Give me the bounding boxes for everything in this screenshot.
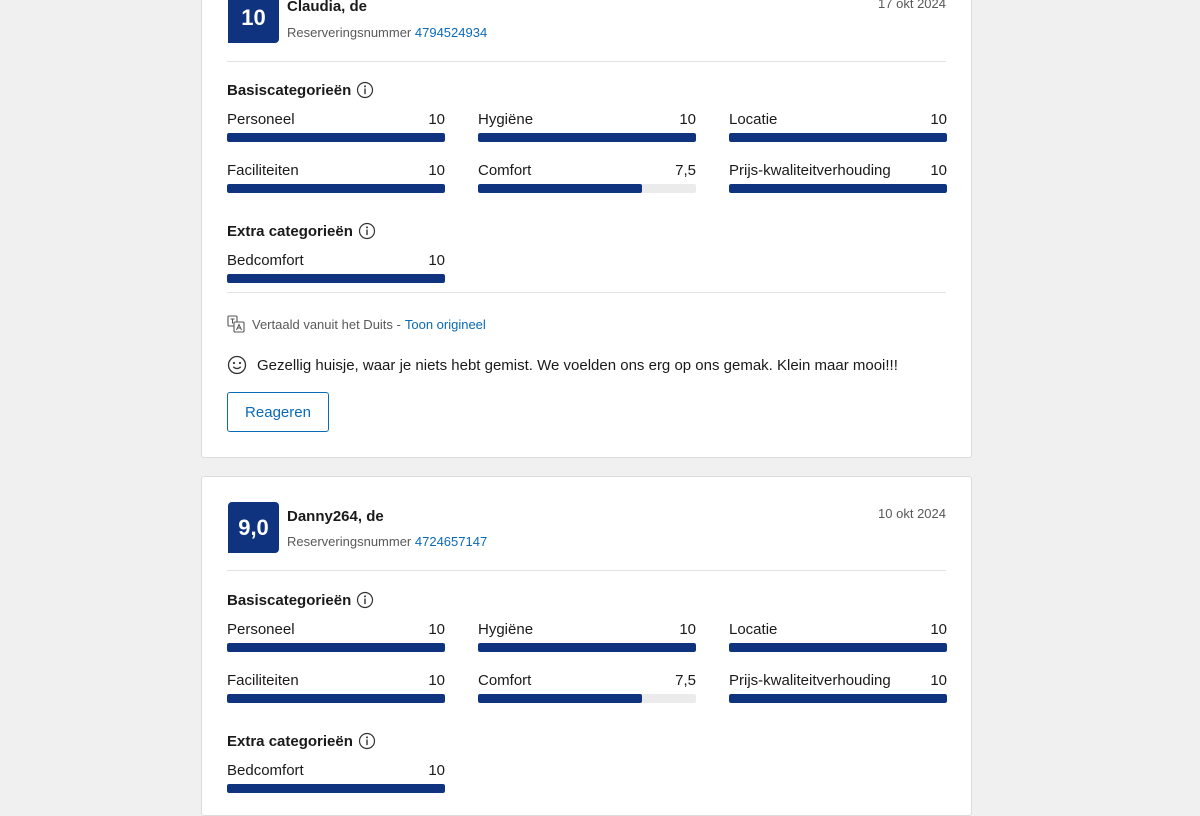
category-label: Prijs-kwaliteitverhouding <box>729 162 891 179</box>
review-score-badge: 9,0 <box>228 502 279 553</box>
review-score-badge: 10 <box>228 0 279 43</box>
review-card <box>201 476 972 816</box>
category-label: Faciliteiten <box>227 162 299 179</box>
category-bar <box>729 643 947 652</box>
category-rating <box>227 672 445 702</box>
review-date: 10 okt 2024 <box>878 506 946 521</box>
review-card <box>201 0 972 458</box>
category-score: 10 <box>930 621 947 638</box>
divider <box>227 61 946 62</box>
category-bar-fill <box>227 694 445 703</box>
reply-button[interactable]: Reageren <box>227 392 329 432</box>
category-bar-fill <box>729 184 947 193</box>
category-bar-fill <box>227 643 445 652</box>
category-score: 10 <box>428 621 445 638</box>
review-date: 17 okt 2024 <box>878 0 946 11</box>
booking-reference <box>287 534 487 549</box>
booking-number-link[interactable]: 4724657147 <box>414 534 488 549</box>
show-original-link[interactable]: Toon origineel <box>404 316 486 332</box>
basic-categories-title: Basiscategorieën <box>227 591 352 609</box>
category-bar-fill <box>227 133 445 142</box>
category-label: Locatie <box>729 621 778 638</box>
extra-categories-title: Extra categorieën <box>227 222 353 240</box>
divider <box>227 570 946 571</box>
category-bar <box>227 643 445 652</box>
booking-label: Reserveringsnummer <box>287 25 412 40</box>
extra-categories-heading <box>227 222 376 240</box>
reviewer-name: Claudia, de <box>287 0 368 15</box>
reviewer-name: Danny264, de <box>287 508 384 525</box>
category-score: 10 <box>428 762 445 779</box>
review-text: Gezellig huisje, waar je niets hebt gemist. We voelden ons erg op ons gemak. Klein maar mooi!!! <box>257 356 898 374</box>
category-label: Hygiëne <box>478 621 534 638</box>
category-score: 10 <box>930 111 947 128</box>
basic-categories-title: Basiscategorieën <box>227 81 352 99</box>
category-label: Bedcomfort <box>227 252 304 269</box>
category-bar-fill <box>227 184 445 193</box>
category-rating <box>227 111 445 141</box>
category-bar <box>227 274 445 283</box>
category-bar <box>729 694 947 703</box>
category-bar <box>478 133 696 142</box>
category-rating <box>729 672 947 702</box>
booking-number-link[interactable]: 4794524934 <box>414 25 488 40</box>
info-icon[interactable] <box>356 81 374 99</box>
booking-label: Reserveringsnummer <box>287 534 412 549</box>
info-icon[interactable] <box>356 591 374 609</box>
extra-categories-title: Extra categorieën <box>227 732 353 750</box>
category-score: 10 <box>930 162 947 179</box>
category-rating <box>729 621 947 651</box>
category-bar <box>729 133 947 142</box>
category-score: 10 <box>679 621 696 638</box>
category-bar <box>227 694 445 703</box>
category-rating <box>227 162 445 192</box>
basic-categories-heading <box>227 591 374 609</box>
category-bar <box>227 184 445 193</box>
translate-icon <box>227 315 245 333</box>
category-bar-fill <box>729 133 947 142</box>
category-rating <box>729 162 947 192</box>
category-score: 7,5 <box>675 162 696 179</box>
category-score: 10 <box>428 252 445 269</box>
category-bar-fill <box>729 643 947 652</box>
review-text-line <box>227 355 898 375</box>
category-score: 10 <box>930 672 947 689</box>
category-bar-fill <box>478 643 696 652</box>
translation-notice <box>227 315 486 333</box>
category-label: Personeel <box>227 111 295 128</box>
extra-categories-heading <box>227 732 376 750</box>
category-bar-fill <box>227 784 445 793</box>
category-label: Prijs-kwaliteitverhouding <box>729 672 891 689</box>
category-label: Locatie <box>729 111 778 128</box>
info-icon[interactable] <box>358 732 376 750</box>
info-icon[interactable] <box>358 222 376 240</box>
category-rating <box>478 672 696 702</box>
category-bar-fill <box>478 133 696 142</box>
category-label: Comfort <box>478 162 532 179</box>
category-bar-fill <box>478 184 642 193</box>
category-bar <box>227 133 445 142</box>
category-score: 7,5 <box>675 672 696 689</box>
category-label: Bedcomfort <box>227 762 304 779</box>
category-bar-fill <box>729 694 947 703</box>
category-score: 10 <box>428 162 445 179</box>
category-score: 10 <box>679 111 696 128</box>
divider <box>227 292 946 293</box>
translation-text: Vertaald vanuit het Duits - <box>252 316 401 332</box>
category-rating <box>227 621 445 651</box>
category-rating <box>478 111 696 141</box>
category-bar <box>478 694 696 703</box>
category-bar <box>478 643 696 652</box>
category-label: Faciliteiten <box>227 672 299 689</box>
category-label: Comfort <box>478 672 532 689</box>
category-label: Hygiëne <box>478 111 534 128</box>
category-rating <box>478 621 696 651</box>
category-rating <box>227 252 445 282</box>
category-rating <box>478 162 696 192</box>
category-bar-fill <box>478 694 642 703</box>
category-rating <box>227 762 445 792</box>
category-score: 10 <box>428 111 445 128</box>
category-rating <box>729 111 947 141</box>
smiley-icon <box>227 355 247 375</box>
booking-reference <box>287 25 487 40</box>
category-bar <box>227 784 445 793</box>
category-label: Personeel <box>227 621 295 638</box>
basic-categories-heading <box>227 81 374 99</box>
category-bar <box>729 184 947 193</box>
category-bar <box>478 184 696 193</box>
category-score: 10 <box>428 672 445 689</box>
category-bar-fill <box>227 274 445 283</box>
